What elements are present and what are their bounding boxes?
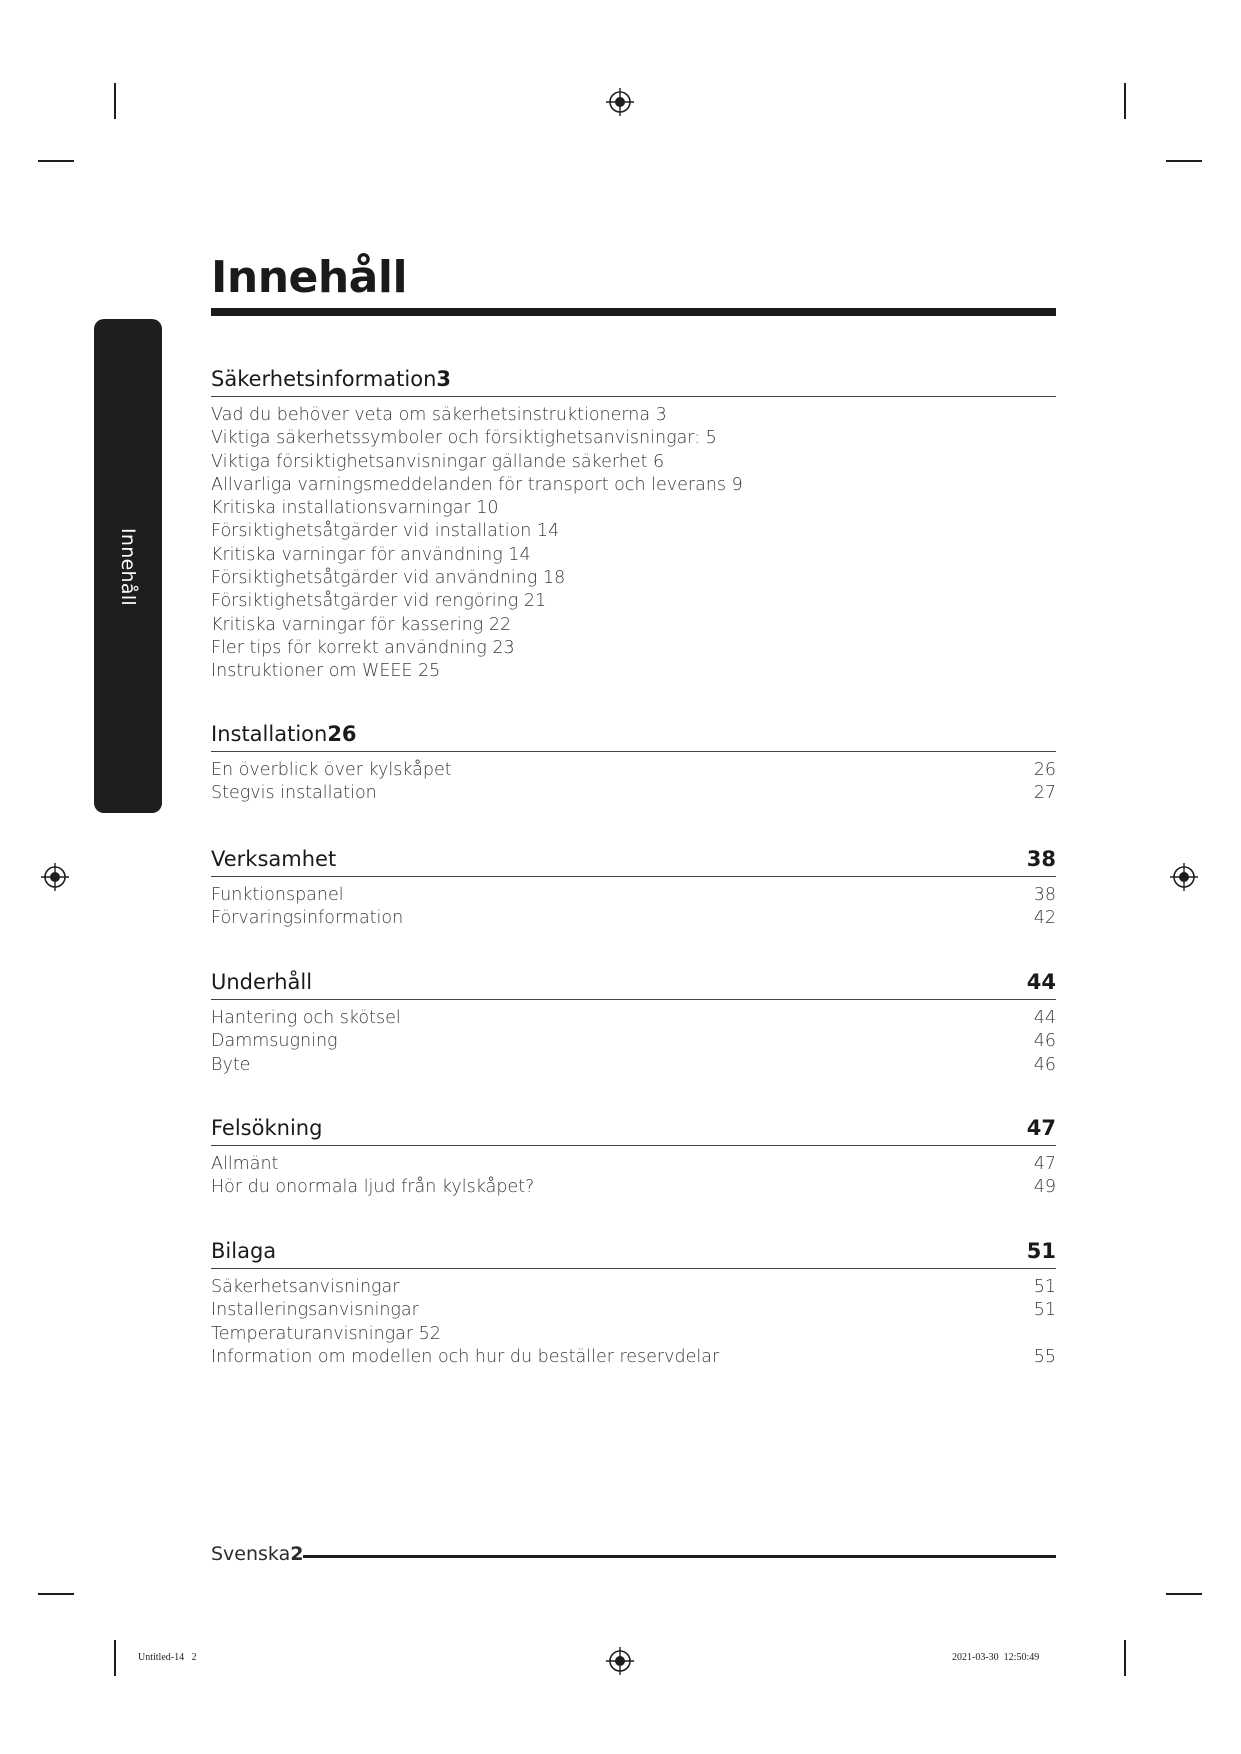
section-entries (211, 1276, 1056, 1369)
print-slug-file: Untitled-14 2 (138, 1652, 197, 1663)
section-header (211, 367, 1056, 397)
toc-entry[interactable] (211, 497, 1056, 520)
entry-page: 51 (1033, 1300, 1056, 1321)
entry-page: 44 (1033, 1008, 1056, 1028)
entry-text: Kritiska varningar för kassering 22 (211, 614, 512, 635)
footer-language: Svenska (211, 1543, 291, 1565)
toc-section (211, 722, 1056, 806)
toc-entry[interactable] (211, 637, 1056, 660)
section-entries (211, 1007, 1056, 1077)
toc-entry[interactable] (211, 1176, 1056, 1199)
entry-text: Hantering och skötsel (211, 1008, 401, 1028)
section-page: 3 (436, 367, 452, 391)
section-title: Verksamhet (211, 847, 337, 871)
page-title: Innehåll (211, 252, 408, 303)
entry-text: Fler tips för korrekt användning 23 (211, 637, 515, 658)
title-rule (211, 308, 1056, 316)
section-page: 44 (1026, 970, 1056, 994)
toc-entry[interactable] (211, 474, 1056, 497)
toc-entry[interactable] (211, 1153, 1056, 1176)
section-title: Bilaga (211, 1239, 277, 1263)
crop-mark (1166, 160, 1202, 162)
toc-entry[interactable] (211, 1323, 1056, 1346)
crop-mark (1124, 1640, 1126, 1676)
toc-entry[interactable] (211, 590, 1056, 613)
section-header (211, 1239, 1056, 1269)
section-page: 47 (1026, 1116, 1056, 1140)
section-title: Underhåll (211, 970, 313, 994)
entry-text: Kritiska installationsvarningar 10 (211, 498, 499, 519)
crop-mark (1166, 1593, 1202, 1595)
entry-text: Kritiska varningar för användning 14 (211, 544, 531, 565)
entry-text: Förvaringsinformation (211, 908, 404, 929)
entry-text: Viktiga säkerhetssymboler och försiktighetsanvisningar: 5 (211, 428, 717, 449)
section-page: 26 (327, 722, 357, 746)
crop-mark (114, 1640, 116, 1676)
registration-mark-icon (605, 1646, 635, 1676)
toc-entry[interactable] (211, 614, 1056, 637)
toc-entry[interactable] (211, 567, 1056, 590)
toc-section (211, 1239, 1056, 1369)
entry-text: Hör du onormala ljud från kylskåpet? (211, 1177, 535, 1198)
section-title: Säkerhetsinformation3 (211, 367, 452, 391)
section-page: 38 (1026, 847, 1056, 871)
entry-page: 27 (1033, 783, 1056, 804)
crop-mark (1124, 83, 1126, 119)
section-entries (211, 759, 1056, 806)
entry-page: 47 (1033, 1154, 1056, 1174)
side-tab-label: Innehåll (117, 527, 139, 607)
entry-text: Dammsugning (211, 1031, 338, 1052)
section-title: Installation26 (211, 722, 357, 746)
section-entries (211, 404, 1056, 684)
entry-text: Installeringsanvisningar (211, 1300, 419, 1321)
entry-text: Allvarliga varningsmeddelanden för transport och leverans 9 (211, 474, 743, 495)
entry-text: Information om modellen och hur du beställer reservdelar (211, 1346, 720, 1367)
section-header (211, 1116, 1056, 1146)
toc-entry[interactable] (211, 759, 1056, 782)
side-tab (94, 319, 162, 813)
section-entries (211, 884, 1056, 931)
entry-text: Försiktighetsåtgärder vid rengöring 21 (211, 591, 547, 612)
registration-mark-icon (40, 862, 70, 892)
page-footer (211, 1543, 303, 1565)
entry-page: 55 (1033, 1346, 1056, 1367)
entry-page: 26 (1033, 760, 1056, 780)
entry-text: Viktiga försiktighetsanvisningar gällande säkerhet 6 (211, 451, 665, 472)
toc-entry[interactable] (211, 1054, 1056, 1077)
toc-entry[interactable] (211, 404, 1056, 427)
entry-text: Stegvis installation (211, 783, 377, 804)
toc-entry[interactable] (211, 884, 1056, 907)
entry-text: Temperaturanvisningar 52 (211, 1323, 441, 1344)
section-header (211, 847, 1056, 877)
entry-text: Funktionspanel (211, 885, 344, 905)
toc-entry[interactable] (211, 1346, 1056, 1369)
toc-section (211, 1116, 1056, 1200)
toc-entry[interactable] (211, 660, 1056, 683)
toc-entry[interactable] (211, 782, 1056, 805)
registration-mark-icon (605, 87, 635, 117)
entry-text: Säkerhetsanvisningar (211, 1277, 400, 1297)
entry-text: Byte (211, 1054, 251, 1075)
entry-page: 49 (1033, 1177, 1056, 1198)
entry-page: 46 (1033, 1031, 1056, 1052)
toc-entry[interactable] (211, 427, 1056, 450)
entry-page: 42 (1033, 908, 1056, 929)
entry-page: 38 (1033, 885, 1056, 905)
crop-mark (38, 160, 74, 162)
toc-entry[interactable] (211, 1299, 1056, 1322)
section-entries (211, 1153, 1056, 1200)
entry-text: Försiktighetsåtgärder vid installation 14 (211, 521, 560, 542)
section-header (211, 970, 1056, 1000)
toc-entry[interactable] (211, 544, 1056, 567)
toc-entry[interactable] (211, 1030, 1056, 1053)
toc-entry[interactable] (211, 520, 1056, 543)
entry-page: 51 (1033, 1277, 1056, 1297)
entry-text: Allmänt (211, 1154, 279, 1174)
entry-text: En överblick över kylskåpet (211, 760, 452, 780)
crop-mark (114, 83, 116, 119)
footer-rule (303, 1555, 1056, 1558)
toc-section (211, 367, 1056, 684)
entry-text: Instruktioner om WEEE 25 (211, 661, 441, 682)
section-title: Felsökning (211, 1116, 323, 1140)
toc-section (211, 970, 1056, 1077)
print-slug-datetime: 2021-03-30 12:50:49 (952, 1652, 1040, 1663)
entry-text: Försiktighetsåtgärder vid användning 18 (211, 568, 566, 589)
entry-page: 46 (1033, 1054, 1056, 1075)
footer-page-number: 2 (290, 1543, 304, 1565)
toc-entry[interactable] (211, 451, 1056, 474)
registration-mark-icon (1169, 862, 1199, 892)
crop-mark (38, 1593, 74, 1595)
entry-text: Vad du behöver veta om säkerhetsinstruktionerna 3 (211, 405, 667, 425)
toc-entry[interactable] (211, 1276, 1056, 1299)
section-page: 51 (1026, 1239, 1056, 1263)
section-header (211, 722, 1056, 752)
toc-section (211, 847, 1056, 931)
toc-entry[interactable] (211, 907, 1056, 930)
toc-entry[interactable] (211, 1007, 1056, 1030)
